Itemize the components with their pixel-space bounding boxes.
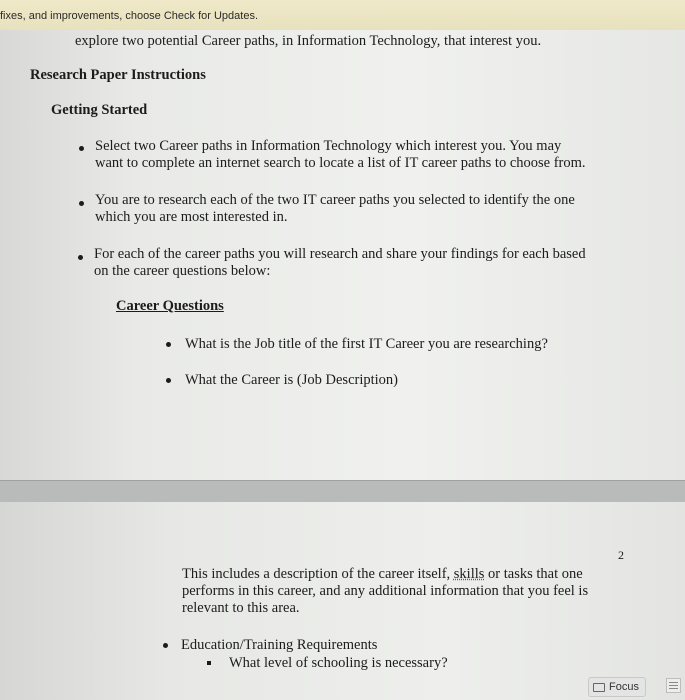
focus-label: Focus: [609, 681, 639, 693]
document-page-1: [0, 30, 685, 480]
bullet-icon: [79, 146, 84, 151]
bullet-3-line-1: For each of the career paths you will research and share your findings for each based: [94, 246, 586, 262]
bullet-icon: [78, 255, 83, 260]
bullet-2-line-2: which you are most interested in.: [95, 209, 288, 225]
update-notice-bar: [0, 0, 685, 31]
update-notice-text: fixes, and improvements, choose Check for Updates.: [0, 10, 259, 22]
bullet-3-line-2: on the career questions below:: [94, 263, 271, 279]
bullet-icon: [166, 342, 171, 347]
bullet-icon: [163, 643, 168, 648]
print-layout-icon[interactable]: [666, 678, 681, 693]
question-2: What the Career is (Job Description): [185, 372, 398, 388]
bullet-1-line-1: Select two Career paths in Information Technology which interest you. You may: [95, 138, 562, 154]
focus-icon: [593, 683, 605, 692]
section-title: Research Paper Instructions: [30, 67, 206, 83]
spellcheck-word[interactable]: skills: [453, 566, 485, 582]
question-1: What is the Job title of the first IT Career you are researching?: [185, 336, 548, 352]
status-bar: [560, 674, 685, 698]
intro-line: explore two potential Career paths, in Information Technology, that interest you.: [75, 33, 542, 49]
bullet-icon: [79, 201, 84, 206]
career-questions-heading: Career Questions: [116, 298, 224, 314]
page2-para-line-1: This includes a description of the career itself, skills or tasks that one: [182, 566, 583, 582]
bullet-icon: [166, 378, 171, 383]
bullet-2-line-1: You are to research each of the two IT career paths you selected to identify the one: [95, 192, 575, 208]
page2-para-line-3: relevant to this area.: [182, 600, 300, 616]
page2-para-line-2: performs in this career, and any additional information that you feel is: [182, 583, 589, 599]
page-break: [0, 480, 685, 504]
bullet-1-line-2: want to complete an internet search to locate a list of IT career paths to choose from.: [95, 155, 586, 171]
education-bullet: Education/Training Requirements: [181, 637, 378, 653]
page-number: 2: [618, 548, 624, 562]
education-sub-bullet: What level of schooling is necessary?: [229, 655, 448, 671]
focus-button[interactable]: [588, 677, 646, 697]
subsection-title: Getting Started: [51, 102, 148, 118]
square-bullet-icon: [207, 661, 211, 665]
